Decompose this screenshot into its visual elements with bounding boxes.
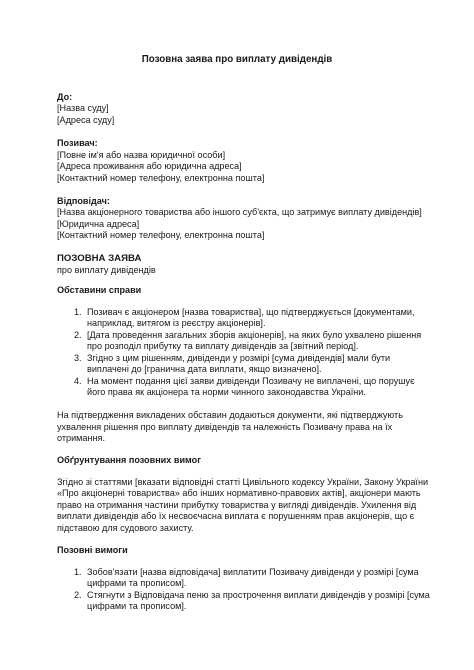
defendant-address: [Юридична адреса] <box>57 219 140 229</box>
paragraph-line: ухвалення рішення про виплату дивідендів та належність Позивачу права на їх <box>57 422 393 432</box>
plaintiff-name: [Повне ім'я або назва юридичної особи] <box>57 150 226 160</box>
list-item-number: 4. <box>74 376 82 386</box>
paragraph-line: виплати дивідендів або їх несвоєчасна виплата є порушенням прав акціонерів, що є <box>57 511 415 521</box>
list-item-line: Стягнути з Відповідача пеню за прострочення виплати дивідендів у розмірі [сума <box>87 590 430 600</box>
list-item-line: Згідно з цим рішенням, дивіденди у розмірі [сума дивідендів] мали бути <box>87 353 391 363</box>
list-item-line: цифрами та прописом]. <box>87 578 187 588</box>
document-title: Позовна заява про виплату дивідендів <box>141 54 333 65</box>
claim-heading: ПОЗОВНА ЗАЯВА <box>57 253 142 264</box>
plaintiff-address: [Адреса проживання або юридична адреса] <box>57 161 242 171</box>
paragraph-line: право на отримання частини прибутку товариства у вигляді дивідендів. Ухилення від <box>57 500 417 510</box>
list-item-line: виплачені до [гранична дата виплати, якщо визначено]. <box>87 364 322 374</box>
to-heading: До: <box>57 92 73 102</box>
paragraph-line: «Про акціонерні товариства» або інших нормативно-правових актів], акціонери мають <box>57 488 421 498</box>
list-item-number: 2. <box>74 330 82 340</box>
list-item-line: Позивач є акціонером [назва товариства], що підтверджується [документами, <box>87 307 415 317</box>
list-item-number: 3. <box>74 353 82 363</box>
court-name: [Назва суду] <box>57 103 109 113</box>
defendant-name: [Назва акціонерного товариства або іншого суб'єкта, що затримує виплату дивідендів] <box>57 207 422 217</box>
paragraph-line: отримання. <box>57 433 105 443</box>
paragraph-line: Згідно зі статтями [вказати відповідні статті Цивільного кодексу України, Закону України <box>57 477 429 487</box>
court-address: [Адреса суду] <box>57 115 115 125</box>
list-item-line: його права як акціонера та норми чинного законодавства України. <box>87 387 366 397</box>
list-item-line: цифрами та прописом]. <box>87 601 187 611</box>
plaintiff-contacts: [Контактний номер телефону, електронна пошта] <box>57 173 265 183</box>
list-item-line: На момент подання цієї заяви дивіденди Позивачу не виплачені, що порушує <box>87 376 415 386</box>
list-item-line: Зобов'язати [назва відповідача] виплатити Позивачу дивіденди у розмірі [сума <box>87 567 419 577</box>
list-item-line: [Дата проведення загальних зборів акціонерів], на яких було ухвалено рішення <box>87 330 422 340</box>
list-item-number: 1. <box>74 567 82 577</box>
plaintiff-heading: Позивач: <box>57 138 98 148</box>
defendant-heading: Відповідач: <box>57 196 110 206</box>
defendant-contacts: [Контактний номер телефону, електронна пошта] <box>57 230 265 240</box>
list-item-number: 1. <box>74 307 82 317</box>
justification-heading: Обґрунтування позовних вимог <box>57 455 201 465</box>
list-item-line: наприклад, витягом із реєстру акціонерів]. <box>87 318 266 328</box>
list-item-number: 2. <box>74 590 82 600</box>
list-item-line: про розподіл прибутку та виплату дивідендів за [звітний період]. <box>87 341 359 351</box>
paragraph-line: підставою для судового захисту. <box>57 523 194 533</box>
demands-heading: Позовні вимоги <box>57 545 128 555</box>
paragraph-line: На підтвердження викладених обставин додаються документи, які підтверджують <box>57 410 403 420</box>
circumstances-heading: Обставини справи <box>57 285 142 295</box>
claim-subheading: про виплату дивідендів <box>57 265 156 275</box>
